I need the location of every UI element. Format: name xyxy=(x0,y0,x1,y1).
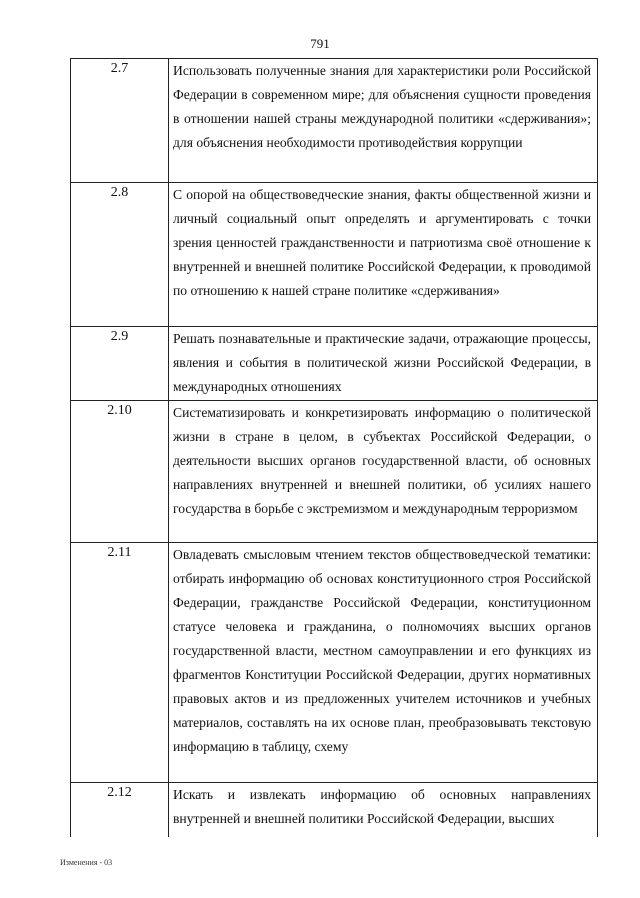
row-text: Использовать полученные знания для характеристики роли Российской Федерации в современном мире; для объяснения сущности проведения в отношении нашей страны международной политики «сдерживания»; для объяснения необходимости противодействия коррупции xyxy=(169,59,598,182)
row-number: 2.12 xyxy=(71,783,169,837)
table-row xyxy=(71,59,598,183)
row-number: 2.10 xyxy=(71,401,169,542)
table-row xyxy=(71,401,598,543)
row-number: 2.8 xyxy=(71,183,169,326)
row-number: 2.11 xyxy=(71,543,169,782)
row-text: Овладевать смысловым чтением текстов обществоведческой тематики: отбирать информацию об основах конституционного строя Российской Федерации, гражданстве Российской Федерации, конституционном статусе человека и гражданина, о полномочиях высших органов государственной власти, местном самоуправлении и его функциях из фрагментов Конституции Российской Федерации, других нормативных правовых актов и из предложенных учителем источников и учебных материалов, составлять на их основе план, преобразовывать текстовую информацию в таблицу, схему xyxy=(169,543,598,782)
page-number: 791 xyxy=(310,36,330,51)
table-row xyxy=(71,183,598,327)
table-row xyxy=(71,327,598,401)
row-text: Искать и извлекать информацию об основных направлениях внутренней и внешней политики Российской Федерации, высших xyxy=(169,783,598,837)
requirements-table xyxy=(70,58,598,837)
row-text: Систематизировать и конкретизировать информацию о политической жизни в стране в целом, в субъектах Российской Федерации, о деятельности высших органов государственной власти, об основных направлениях внутренней и внешней политики, об усилиях нашего государства в борьбе с экстремизмом и международным терроризмом xyxy=(169,401,598,542)
table-row xyxy=(71,783,598,837)
row-number: 2.7 xyxy=(71,59,169,182)
footer-note: Изменения - 03 xyxy=(60,858,113,867)
row-text: Решать познавательные и практические задачи, отражающие процессы, явления и события в политической жизни Российской Федерации, в международных отношениях xyxy=(169,327,598,400)
row-number: 2.9 xyxy=(71,327,169,400)
table-row xyxy=(71,543,598,783)
row-text: С опорой на обществоведческие знания, факты общественной жизни и личный социальный опыт определять и аргументировать с точки зрения ценностей гражданственности и патриотизма своё отношение к внутренней и внешней политике Российской Федерации, к проводимой по отношению к нашей стране политике «сдерживания» xyxy=(169,183,598,326)
